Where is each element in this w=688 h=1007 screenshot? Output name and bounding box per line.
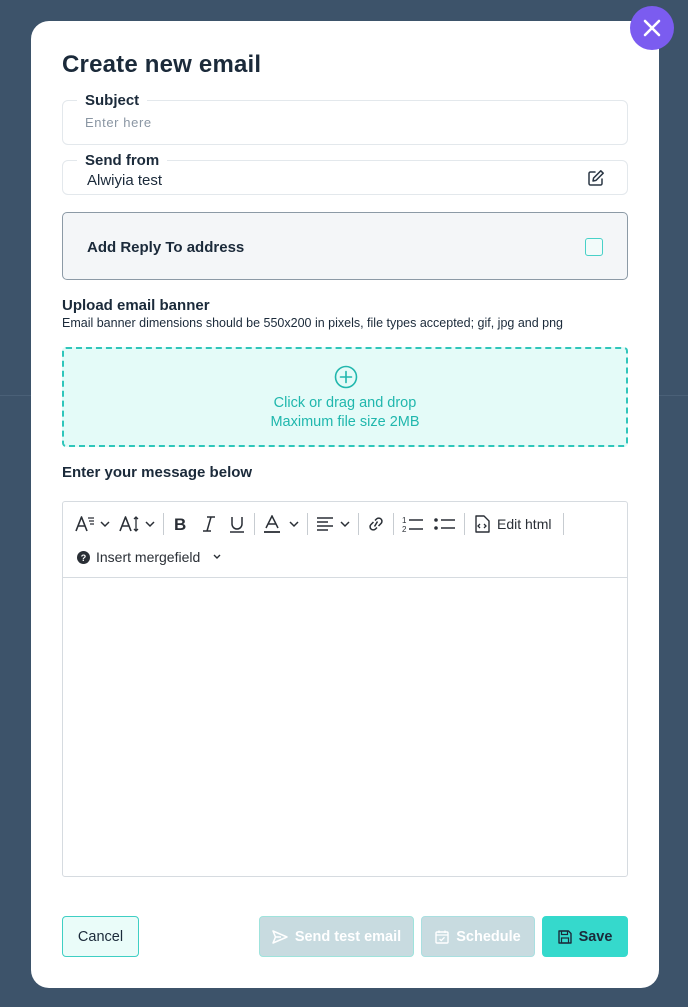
close-button[interactable]	[630, 6, 674, 50]
paper-plane-icon	[272, 929, 288, 945]
numbered-list-button[interactable]	[397, 510, 429, 538]
svg-text:2: 2	[402, 525, 407, 533]
schedule-label: Schedule	[456, 928, 521, 945]
svg-text:?: ?	[80, 552, 87, 563]
edit-html-label: Edit html	[497, 516, 552, 532]
modal-title: Create new email	[62, 51, 262, 78]
edit-html-button[interactable]	[468, 510, 555, 538]
svg-text:1: 1	[402, 516, 407, 525]
help-circle-icon	[77, 551, 90, 564]
create-email-modal	[31, 21, 659, 988]
link-button[interactable]	[362, 510, 390, 538]
edit-icon[interactable]	[587, 169, 605, 187]
send-test-email-button[interactable]	[259, 916, 414, 957]
link-icon	[366, 515, 386, 533]
dropzone-size-limit: Maximum file size 2MB	[270, 414, 420, 430]
chevron-down-icon	[212, 553, 222, 561]
text-color-button[interactable]	[258, 510, 304, 538]
numbered-list-icon	[401, 515, 425, 533]
font-size-button[interactable]	[115, 510, 160, 538]
floppy-disk-icon	[558, 930, 572, 944]
bold-icon	[171, 515, 191, 533]
font-family-icon	[75, 515, 95, 533]
save-label: Save	[578, 928, 613, 945]
bold-button[interactable]	[167, 510, 195, 538]
toolbar-divider	[393, 513, 394, 535]
toolbar-divider	[163, 513, 164, 535]
font-family-button[interactable]	[71, 510, 115, 538]
send-from-label: Send from	[77, 152, 167, 169]
message-body-input[interactable]	[63, 579, 627, 876]
reply-to-row[interactable]	[62, 212, 628, 280]
bullet-list-icon	[433, 515, 457, 533]
message-editor	[62, 501, 628, 877]
code-file-icon	[472, 514, 492, 534]
cancel-label: Cancel	[77, 928, 124, 945]
send-from-value: Alwiyia test	[87, 172, 163, 189]
chevron-down-icon	[339, 519, 351, 529]
insert-mergefield-dropdown[interactable]	[77, 549, 222, 565]
font-size-icon	[119, 515, 141, 533]
schedule-button[interactable]	[421, 916, 535, 957]
upload-banner-description: Email banner dimensions should be 550x200 in pixels, file types accepted; gif, jpg and png	[62, 316, 564, 330]
save-button[interactable]	[542, 916, 628, 957]
toolbar-divider	[307, 513, 308, 535]
toolbar-divider	[358, 513, 359, 535]
reply-to-label: Add Reply To address	[87, 239, 245, 256]
bullet-list-button[interactable]	[429, 510, 461, 538]
chevron-down-icon	[288, 519, 300, 529]
dropzone-instruction: Click or drag and drop	[273, 395, 417, 411]
toolbar-divider	[563, 513, 564, 535]
reply-to-checkbox[interactable]	[585, 238, 603, 256]
underline-icon	[227, 515, 247, 533]
upload-banner-title: Upload email banner	[62, 297, 210, 314]
align-left-icon	[315, 515, 335, 533]
subject-field	[62, 92, 628, 145]
cancel-button[interactable]	[62, 916, 139, 957]
calendar-check-icon	[435, 930, 449, 944]
send-from-field	[62, 152, 628, 195]
underline-button[interactable]	[223, 510, 251, 538]
align-button[interactable]	[311, 510, 355, 538]
insert-mergefield-label: Insert mergefield	[96, 549, 201, 565]
toolbar-divider	[254, 513, 255, 535]
text-color-icon	[262, 515, 282, 533]
italic-button[interactable]	[195, 510, 223, 538]
editor-toolbar	[63, 502, 627, 578]
close-icon	[642, 18, 662, 38]
chevron-down-icon	[144, 519, 156, 529]
message-title: Enter your message below	[62, 464, 253, 481]
send-test-email-label: Send test email	[294, 928, 402, 945]
plus-circle-icon	[334, 365, 358, 389]
subject-label: Subject	[77, 92, 147, 109]
chevron-down-icon	[99, 519, 111, 529]
italic-icon	[199, 515, 219, 533]
banner-dropzone[interactable]	[62, 347, 628, 447]
subject-input[interactable]	[85, 115, 585, 130]
toolbar-divider	[464, 513, 465, 535]
svg-text:B: B	[174, 515, 187, 533]
